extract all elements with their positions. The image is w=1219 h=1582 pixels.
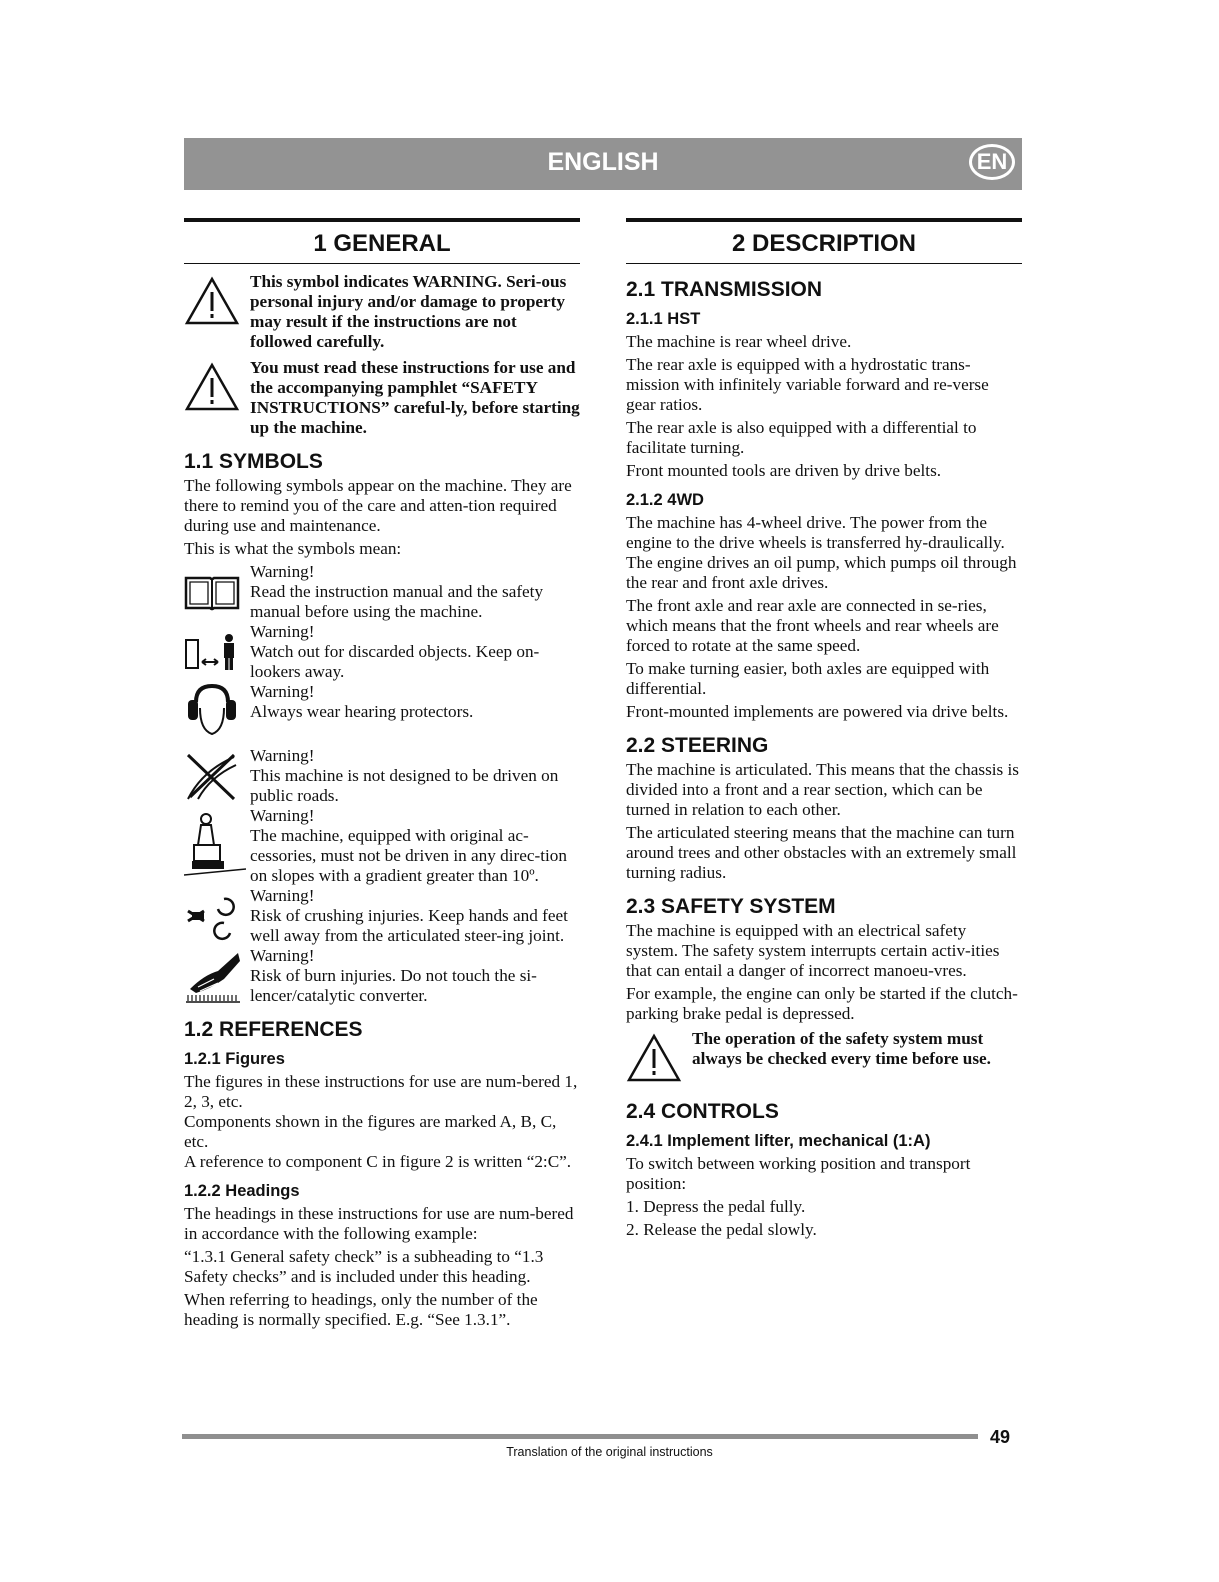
section-heading: 2.1 TRANSMISSION [626, 278, 823, 301]
subsection-heading: 2.1.2 4WD [626, 491, 704, 509]
paragraph: The following symbols appear on the machine. They are there to remind you of the care and atten-tion required during use and maintenance. [184, 476, 572, 535]
bystander-distance-icon [184, 622, 250, 682]
paragraph: A reference to component C in figure 2 is written “2:C”. [184, 1152, 572, 1171]
subsection-heading: 1.2.2 Headings [184, 1182, 300, 1200]
subsection-heading: 2.4.1 Implement lifter, mechanical (1:A) [626, 1132, 931, 1150]
page-number: 49 [990, 1427, 1011, 1447]
symbol-entry [184, 746, 580, 806]
symbol-text: Risk of burn injuries. Do not touch the si-lencer/catalytic converter. [250, 966, 537, 1005]
symbol-entry [184, 682, 580, 738]
warning-triangle-icon [626, 1029, 692, 1088]
symbol-text: Always wear hearing protectors. [250, 702, 474, 721]
symbol-title: Warning! [250, 682, 315, 701]
language-badge: EN [969, 144, 1015, 180]
paragraph: To switch between working position and transport position: [626, 1154, 971, 1193]
symbol-title: Warning! [250, 946, 315, 965]
paragraph: When referring to headings, only the number of the heading is normally specified. E.g. “See 1.3.1”. [184, 1290, 538, 1329]
paragraph: “1.3.1 General safety check” is a subheading to “1.3 Safety checks” and is included under this heading. [184, 1247, 544, 1286]
symbol-title: Warning! [250, 806, 315, 825]
chapter-title: 2 DESCRIPTION [626, 218, 1022, 264]
list-item: 1. Depress the pedal fully. [626, 1197, 806, 1216]
warning-text: You must read these instructions for use and the accompanying pamphlet “SAFETY INSTRUCTIONS” careful-ly, before starting up the machine. [250, 358, 580, 437]
symbol-text: The machine, equipped with original ac-cessories, must not be driven in any direc-tion on slopes with a gradient greater than 10º. [250, 826, 567, 885]
paragraph: The rear axle is also equipped with a differential to facilitate turning. [626, 418, 977, 457]
ear-protection-icon [184, 682, 250, 738]
book-icon [184, 562, 250, 622]
section-heading: 1.2 REFERENCES [184, 1018, 363, 1041]
chapter-title: 1 GENERAL [184, 218, 580, 264]
paragraph: Components shown in the figures are marked A, B, C, etc. [184, 1112, 557, 1151]
section-heading: 2.3 SAFETY SYSTEM [626, 895, 836, 918]
right-column [626, 218, 1022, 1243]
symbol-title: Warning! [250, 746, 315, 765]
slope-icon [184, 806, 250, 886]
paragraph: The machine is equipped with an electrical safety system. The safety system interrupts certain activ-ities that can entail a danger of incorrect manoeu-vres. [626, 921, 1000, 980]
warning-text: The operation of the safety system must always be checked every time before use. [692, 1029, 991, 1068]
symbol-title: Warning! [250, 886, 315, 905]
symbol-title: Warning! [250, 622, 315, 641]
paragraph: The figures in these instructions for use are num-bered 1, 2, 3, etc. [184, 1072, 578, 1111]
banner-title: ENGLISH [547, 148, 659, 176]
symbol-title: Warning! [250, 562, 315, 581]
paragraph: The headings in these instructions for use are num-bered in accordance with the following example: [184, 1204, 574, 1243]
paragraph: The machine is rear wheel drive. [626, 332, 852, 351]
symbol-entry [184, 622, 580, 682]
warning-block [184, 358, 580, 438]
symbol-entry [184, 946, 580, 1006]
warning-block [184, 272, 580, 352]
symbol-entry [184, 806, 580, 886]
language-banner [184, 138, 1022, 190]
paragraph: To make turning easier, both axles are equipped with differential. [626, 659, 990, 698]
no-public-roads-icon [184, 746, 250, 806]
paragraph: The rear axle is equipped with a hydrostatic trans-mission with infinitely variable forward and re-verse gear ratios. [626, 355, 989, 414]
subsection-heading: 1.2.1 Figures [184, 1050, 285, 1068]
paragraph: Front mounted tools are driven by drive belts. [626, 461, 942, 480]
warning-block [626, 1029, 1022, 1088]
symbol-text: Watch out for discarded objects. Keep on-lookers away. [250, 642, 540, 681]
left-column [184, 218, 580, 1333]
hot-surface-icon [184, 946, 250, 1006]
subsection-heading: 2.1.1 HST [626, 310, 701, 328]
footer-rule [182, 1434, 978, 1439]
section-heading: 1.1 SYMBOLS [184, 450, 323, 473]
warning-triangle-icon [184, 272, 250, 352]
section-heading: 2.4 CONTROLS [626, 1100, 779, 1123]
paragraph: The articulated steering means that the machine can turn around trees and other obstacles with an extremely small turning radius. [626, 823, 1017, 882]
paragraph: Front-mounted implements are powered via drive belts. [626, 702, 1009, 721]
symbol-text: This machine is not designed to be driven on public roads. [250, 766, 559, 805]
symbol-entry [184, 886, 580, 946]
list-item: 2. Release the pedal slowly. [626, 1220, 817, 1239]
warning-triangle-icon [184, 358, 250, 438]
symbol-text: Read the instruction manual and the safety manual before using the machine. [250, 582, 544, 621]
footer-text: Translation of the original instructions [506, 1445, 713, 1459]
paragraph: For example, the engine can only be started if the clutch-parking brake pedal is depressed. [626, 984, 1018, 1023]
paragraph: The machine is articulated. This means that the chassis is divided into a front and a rear section, which can be turned in relation to each other. [626, 760, 1019, 819]
paragraph: The front axle and rear axle are connected in se-ries, which means that the front wheels and rear wheels are forced to rotate at the same speed. [626, 596, 999, 655]
paragraph: The machine has 4-wheel drive. The power from the engine to the drive wheels is transferred hy-draulically. The engine drives an oil pump, which pumps oil through the rear and front axle drives. [626, 513, 1017, 592]
paragraph: This is what the symbols mean: [184, 539, 402, 558]
crush-hazard-icon [184, 886, 250, 946]
warning-text: This symbol indicates WARNING. Seri-ous personal injury and/or damage to property may result if the instructions are not followed carefully. [250, 272, 567, 351]
symbol-entry [184, 562, 580, 622]
symbol-text: Risk of crushing injuries. Keep hands and feet well away from the articulated steer-ing joint. [250, 906, 568, 945]
section-heading: 2.2 STEERING [626, 734, 769, 757]
